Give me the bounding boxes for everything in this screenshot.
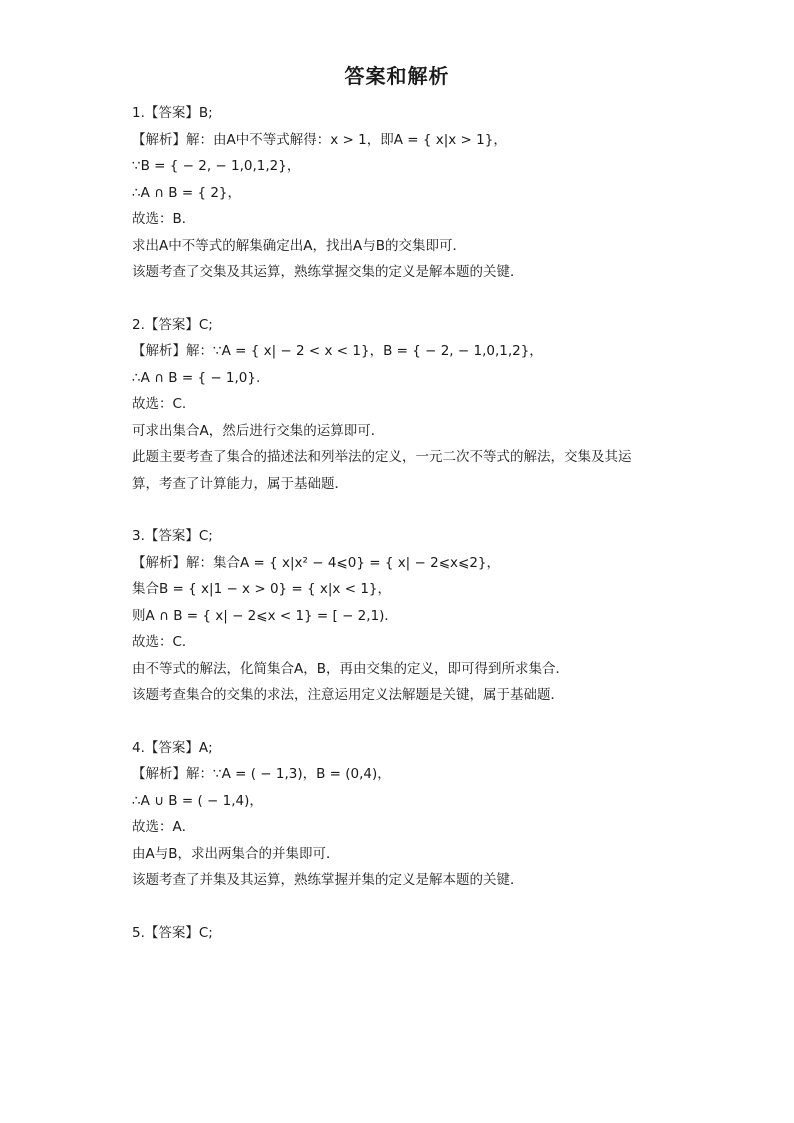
analysis-line: ∴A ∩ B = { 2}， (132, 184, 242, 201)
analysis-line: ∵B = { − 2, − 1,0,1,2}， (132, 158, 301, 174)
answer-list (132, 100, 672, 972)
page-title: 答案和解析 (344, 64, 450, 88)
analysis-line: 由A与B，求出两集合的并集即可． (132, 845, 340, 862)
analysis-line: 算，考查了计算能力，属于基础题． (132, 475, 348, 492)
answer-section-1 (132, 100, 672, 286)
analysis-line: 故选：B． (132, 211, 196, 227)
analysis-line: ∴A ∪ B = ( − 1,4)， (132, 792, 263, 809)
analysis-line: 集合B = { x|1 − x > 0} = { x|x < 1}， (132, 581, 391, 597)
analysis-line: 【解析】解：由A中不等式解得：x > 1，即A = { x|x > 1}， (132, 131, 507, 148)
analysis-line: 故选：A． (132, 819, 196, 835)
analysis-line: 该题考查了并集及其运算，熟练掌握并集的定义是解本题的关键． (132, 872, 524, 888)
analysis-line: ∴A ∩ B = { − 1,0}. (132, 369, 261, 386)
analysis-line: 由不等式的解法，化简集合A，B，再由交集的定义，即可得到所求集合． (132, 660, 569, 677)
answer-line: 2.【答案】C; (132, 316, 213, 333)
answer-line: 4.【答案】A; (132, 739, 213, 756)
answer-section-4 (132, 735, 672, 894)
analysis-line: 故选：C． (132, 634, 196, 650)
analysis-line: 该题考查了交集及其运算，熟练掌握交集的定义是解本题的关键． (132, 264, 524, 280)
analysis-line: 该题考查集合的交集的求法，注意运用定义法解题是关键，属于基础题． (132, 687, 564, 703)
answer-section-3 (132, 523, 672, 709)
analysis-line: 【解析】解：∵A = ( − 1,3)，B = (0,4)， (132, 766, 391, 782)
answer-section-5 (132, 920, 672, 947)
analysis-line: 【解析】解：集合A = { x|x² − 4⩽0} = { x| − 2⩽x⩽2}， (132, 554, 501, 571)
analysis-line: 可求出集合A，然后进行交集的运算即可． (132, 422, 385, 439)
answer-line: 1.【答案】B; (132, 105, 213, 121)
answer-section-2 (132, 312, 672, 498)
answer-line: 5.【答案】C; (132, 924, 213, 941)
analysis-line: 此题主要考查了集合的描述法和列举法的定义，一元二次不等式的解法，交集及其运 (132, 449, 632, 465)
answer-line: 3.【答案】C; (132, 528, 213, 544)
analysis-line: 故选：C. (132, 396, 187, 412)
analysis-line: 求出A中不等式的解集确定出A，找出A与B的交集即可． (132, 237, 466, 254)
analysis-line: 【解析】解：∵A = { x| − 2 < x < 1}，B = { − 2, − 1,0,1,2}， (132, 343, 543, 359)
analysis-line: 则A ∩ B = { x| − 2⩽x < 1} = [ − 2,1)． (132, 607, 398, 624)
